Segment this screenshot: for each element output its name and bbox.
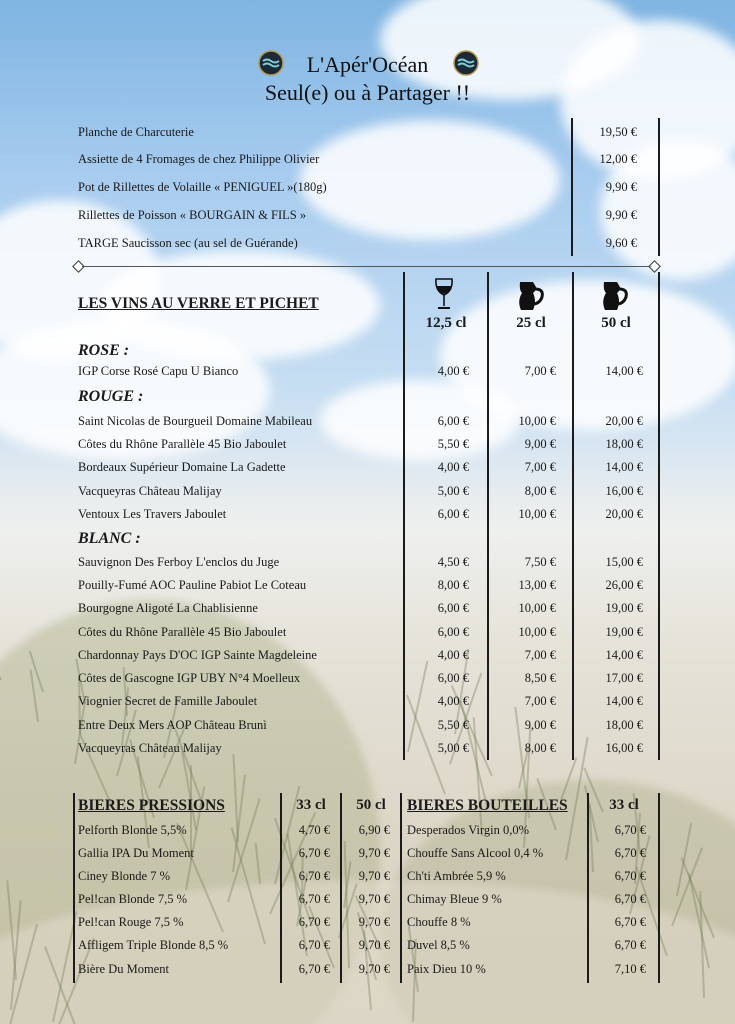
- bottled-beer-price: 6,70 €: [614, 915, 646, 929]
- draft-beer-price-50: 9,70 €: [358, 938, 390, 952]
- draft-col-header-50: 50 cl: [356, 797, 386, 813]
- wine-item-price: 8,00 €: [524, 741, 556, 755]
- wine-category-label: BLANC :: [78, 530, 141, 547]
- bottled-beer-name: Chouffe 8 %: [407, 915, 471, 929]
- wine-item-price: 8,00 €: [437, 578, 469, 592]
- wine-item-price: 10,00 €: [518, 414, 556, 428]
- bottled-beer-price: 6,70 €: [614, 938, 646, 952]
- wine-item-price: 19,00 €: [605, 601, 643, 615]
- bottled-beer-price: 6,70 €: [614, 823, 646, 837]
- wine-col-divider-4: [658, 272, 660, 760]
- wine-item-name: Côtes de Gascogne IGP UBY N°4 Moelleux: [78, 671, 301, 685]
- snack-item-price: 9,90 €: [605, 180, 637, 194]
- draft-beer-price-50: 9,70 €: [358, 962, 390, 976]
- beer-divider-1: [73, 793, 75, 983]
- wine-item-price: 19,00 €: [605, 625, 643, 639]
- wine-item-price: 10,00 €: [518, 601, 556, 615]
- bottled-beer-price: 6,70 €: [614, 846, 646, 860]
- wine-item-price: 17,00 €: [605, 671, 643, 685]
- wine-item-price: 10,00 €: [518, 625, 556, 639]
- wine-item-price: 7,50 €: [524, 555, 556, 569]
- wine-item-price: 6,00 €: [437, 507, 469, 521]
- wines-heading: LES VINS AU VERRE ET PICHET: [78, 295, 319, 312]
- draft-beer-price-50: 9,70 €: [358, 915, 390, 929]
- wine-item-name: Vacqueyras Château Malijay: [78, 484, 222, 498]
- beer-divider-4: [400, 793, 402, 983]
- wine-item-name: Viognier Secret de Famille Jaboulet: [78, 694, 258, 708]
- snack-item-name: Pot de Rillettes de Volaille « PENIGUEL »(180g): [78, 180, 327, 194]
- draft-beer-name: Ciney Blonde 7 %: [78, 869, 171, 883]
- draft-beer-name: Pel!can Blonde 7,5 %: [78, 892, 188, 906]
- wine-item-name: Ventoux Les Travers Jaboulet: [78, 507, 227, 521]
- bottled-beer-name: Paix Dieu 10 %: [407, 962, 486, 976]
- bottled-beer-price: 6,70 €: [614, 892, 646, 906]
- wine-col-divider-2: [487, 272, 489, 760]
- wine-glass-icon: [433, 277, 455, 311]
- snack-item-name: TARGE Saucisson sec (au sel de Guérande): [78, 236, 298, 250]
- wine-item-name: Sauvignon Des Ferboy L'enclos du Juge: [78, 555, 280, 569]
- draft-beer-name: Affligem Triple Blonde 8,5 %: [78, 938, 229, 952]
- wine-item-price: 5,00 €: [437, 484, 469, 498]
- wine-item-price: 20,00 €: [605, 414, 643, 428]
- beer-divider-3: [340, 793, 342, 983]
- snack-item-name: Assiette de 4 Fromages de chez Philippe Olivier: [78, 152, 320, 166]
- draft-beer-name: Pelforth Blonde 5,5%: [78, 823, 187, 837]
- beer-divider-5: [587, 793, 589, 983]
- draft-beer-price-33: 6,70 €: [298, 892, 330, 906]
- wine-category-label: ROUGE :: [78, 388, 144, 405]
- pitcher-icon: [516, 279, 546, 311]
- wine-item-price: 18,00 €: [605, 437, 643, 451]
- wine-item-price: 8,50 €: [524, 671, 556, 685]
- page-title: L'Apér'Océan: [306, 52, 429, 77]
- wine-item-name: Chardonnay Pays D'OC IGP Sainte Magdeleine: [78, 648, 317, 662]
- wine-item-name: Vacqueyras Château Malijay: [78, 741, 222, 755]
- draft-beer-price-33: 6,70 €: [298, 938, 330, 952]
- wine-item-price: 6,00 €: [437, 625, 469, 639]
- bottled-beers-heading: BIERES BOUTEILLES: [407, 797, 568, 814]
- wine-col-header-glass: 12,5 cl: [425, 315, 467, 331]
- wine-item-name: IGP Corse Rosé Capu U Bianco: [78, 364, 239, 378]
- wine-item-price: 13,00 €: [518, 578, 556, 592]
- bottled-beer-price: 6,70 €: [614, 869, 646, 883]
- pitcher-icon: [600, 279, 630, 311]
- snack-item-name: Rillettes de Poisson « BOURGAIN & FILS »: [78, 208, 307, 222]
- wine-col-divider-3: [572, 272, 574, 760]
- wine-item-price: 5,50 €: [437, 437, 469, 451]
- snack-item-price: 12,00 €: [599, 152, 637, 166]
- draft-beer-price-50: 9,70 €: [358, 892, 390, 906]
- bottled-beer-price: 7,10 €: [614, 962, 646, 976]
- wine-item-price: 5,00 €: [437, 741, 469, 755]
- wine-item-price: 16,00 €: [605, 741, 643, 755]
- wine-item-name: Côtes du Rhône Parallèle 45 Bio Jaboulet: [78, 625, 287, 639]
- wine-item-price: 7,00 €: [524, 364, 556, 378]
- draft-beers-heading: BIERES PRESSIONS: [78, 797, 225, 814]
- draft-beer-price-33: 6,70 €: [298, 915, 330, 929]
- draft-beer-price-50: 6,90 €: [358, 823, 390, 837]
- snack-item-price: 9,90 €: [605, 208, 637, 222]
- wine-item-price: 4,00 €: [437, 460, 469, 474]
- bottled-col-header-33: 33 cl: [609, 797, 639, 813]
- beer-divider-6: [658, 793, 660, 983]
- wine-item-name: Côtes du Rhône Parallèle 45 Bio Jaboulet: [78, 437, 287, 451]
- wine-item-name: Entre Deux Mers AOP Château Brunì: [78, 718, 267, 732]
- wine-item-price: 6,00 €: [437, 414, 469, 428]
- snack-item-price: 9,60 €: [605, 236, 637, 250]
- wine-item-price: 4,00 €: [437, 648, 469, 662]
- wine-item-price: 14,00 €: [605, 648, 643, 662]
- draft-beer-price-33: 6,70 €: [298, 846, 330, 860]
- wine-item-price: 26,00 €: [605, 578, 643, 592]
- wine-item-name: Pouilly-Fumé AOC Pauline Pabiot Le Coteau: [78, 578, 307, 592]
- wine-item-price: 7,00 €: [524, 460, 556, 474]
- wine-item-name: Bordeaux Supérieur Domaine La Gadette: [78, 460, 286, 474]
- wine-item-price: 14,00 €: [605, 460, 643, 474]
- bottled-beer-name: Chouffe Sans Alcool 0,4 %: [407, 846, 544, 860]
- draft-beer-price-33: 6,70 €: [298, 869, 330, 883]
- section-separator: [82, 266, 652, 267]
- wine-item-price: 16,00 €: [605, 484, 643, 498]
- wine-col-header-50: 50 cl: [601, 315, 631, 331]
- wine-item-price: 4,00 €: [437, 364, 469, 378]
- draft-beer-price-50: 9,70 €: [358, 846, 390, 860]
- wine-item-price: 10,00 €: [518, 507, 556, 521]
- wine-col-header-25: 25 cl: [516, 315, 546, 331]
- beer-divider-2: [280, 793, 282, 983]
- wine-item-price: 9,00 €: [524, 437, 556, 451]
- wine-item-price: 6,00 €: [437, 601, 469, 615]
- wine-item-price: 7,00 €: [524, 694, 556, 708]
- draft-beer-name: Gallia IPA Du Moment: [78, 846, 194, 860]
- wine-item-price: 14,00 €: [605, 694, 643, 708]
- wine-category-label: ROSE :: [78, 342, 130, 359]
- draft-beer-name: Bière Du Moment: [78, 962, 169, 976]
- bottled-beer-name: Desperados Virgin 0,0%: [407, 823, 530, 837]
- wine-item-price: 4,50 €: [437, 555, 469, 569]
- draft-beer-price-33: 4,70 €: [298, 823, 330, 837]
- wine-item-price: 18,00 €: [605, 718, 643, 732]
- bottled-beer-name: Chimay Bleue 9 %: [407, 892, 502, 906]
- snack-item-price: 19,50 €: [599, 125, 637, 139]
- lighthouse-emblem-icon: [453, 50, 479, 76]
- wine-item-price: 8,00 €: [524, 484, 556, 498]
- bottled-beer-name: Ch'ti Ambrée 5,9 %: [407, 869, 506, 883]
- wine-item-price: 20,00 €: [605, 507, 643, 521]
- draft-beer-name: Pel!can Rouge 7,5 %: [78, 915, 184, 929]
- snacks-divider-right: [658, 118, 660, 256]
- draft-col-header-33: 33 cl: [296, 797, 326, 813]
- wine-item-price: 9,00 €: [524, 718, 556, 732]
- draft-beer-price-33: 6,70 €: [298, 962, 330, 976]
- page-subtitle: Seul(e) ou à Partager !!: [264, 80, 471, 105]
- wine-item-price: 6,00 €: [437, 671, 469, 685]
- wine-item-price: 7,00 €: [524, 648, 556, 662]
- wine-item-price: 15,00 €: [605, 555, 643, 569]
- wine-item-price: 5,50 €: [437, 718, 469, 732]
- snacks-divider-left: [571, 118, 573, 256]
- draft-beer-price-50: 9,70 €: [358, 869, 390, 883]
- wine-item-price: 4,00 €: [437, 694, 469, 708]
- snack-item-name: Planche de Charcuterie: [78, 125, 194, 139]
- wine-item-name: Saint Nicolas de Bourgueil Domaine Mabileau: [78, 414, 313, 428]
- wine-item-price: 14,00 €: [605, 364, 643, 378]
- bottled-beer-name: Duvel 8,5 %: [407, 938, 470, 952]
- wine-item-name: Bourgogne Aligoté La Chablisienne: [78, 601, 258, 615]
